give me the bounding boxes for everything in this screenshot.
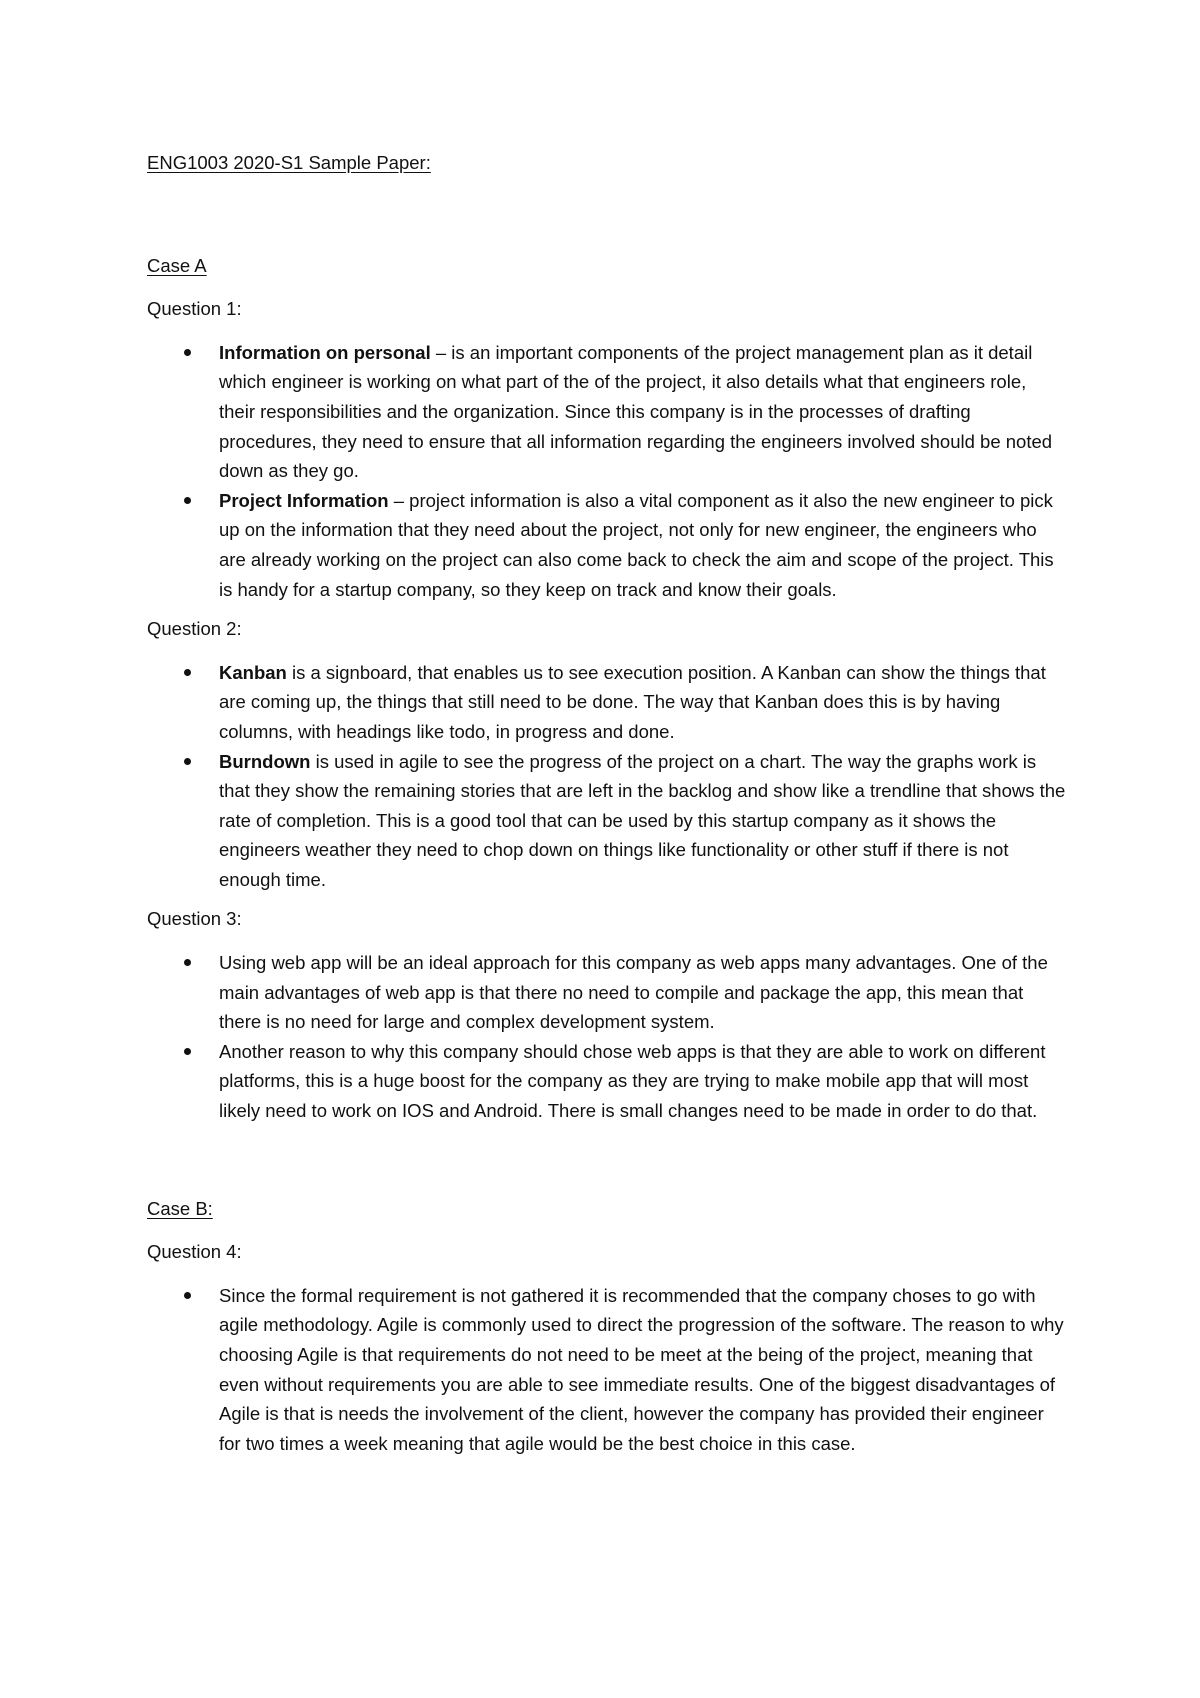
- list-item: [147, 486, 1067, 604]
- question-1-heading: Question 1:: [147, 298, 242, 320]
- item-text: Since the formal requirement is not gathered it is recommended that the company choses to go with agile methodology. Agile is commonly used to direct the progression of the software. The reason to why choosing Agile is that requirements do not need to be meet at the being of the project, meaning that even without requirements you are able to see immediate results. One of the biggest disadvantages of Agile is that is needs the involvement of the client, however the company has provided their engineer for two times a week meaning that agile would be the best choice in this case.: [219, 1284, 1064, 1454]
- question-4-heading: Question 4:: [147, 1241, 242, 1263]
- case-b-heading: Case B:: [147, 1197, 213, 1219]
- item-text: – project information is also a vital component as it also the new engineer to pick up on the information that they need about the project, not only for new engineer, the engineers who are already working on the project can also come back to check the aim and scope of the project. This is handy for a startup company, so they keep on track and know their goals.: [219, 489, 1054, 600]
- bold-term: Kanban: [219, 661, 287, 683]
- question-4-list: [147, 1281, 1067, 1459]
- bullet-icon: [184, 497, 191, 504]
- section-spacer: [147, 1136, 1067, 1194]
- list-item: [147, 658, 1067, 747]
- case-a-heading: Case A: [147, 254, 207, 276]
- item-text: is used in agile to see the progress of the project on a chart. The way the graphs work is that they show the remaining stories that are left in the backlog and show like a trendline that shows the rate of completion. This is a good tool that can be used by this startup company as it shows the engineers weather they need to chop down on things like functionality or other stuff if there is not enough time.: [219, 750, 1066, 890]
- list-item: [147, 1037, 1067, 1126]
- item-text: is a signboard, that enables us to see execution position. A Kanban can show the things that are coming up, the things that still need to be done. The way that Kanban does this is by having columns, with headings like todo, in progress and done.: [219, 661, 1046, 742]
- list-item: [147, 747, 1067, 895]
- item-text: Using web app will be an ideal approach for this company as web apps many advantages. One of the main advantages of web app is that there no need to compile and package the app, this mean that there is no need for large and complex development system.: [219, 952, 1048, 1033]
- question-1-list: [147, 338, 1067, 604]
- bullet-icon: [184, 1048, 191, 1055]
- question-3-list: [147, 948, 1067, 1126]
- bold-term: Information on personal: [219, 341, 431, 363]
- bold-term: Burndown: [219, 750, 311, 772]
- bold-term: Project Information: [219, 489, 389, 511]
- list-item: [147, 338, 1067, 486]
- bullet-icon: [184, 959, 191, 966]
- question-2-heading: Question 2:: [147, 618, 242, 640]
- question-2-list: [147, 658, 1067, 895]
- document-title: ENG1003 2020-S1 Sample Paper:: [147, 152, 431, 173]
- bullet-icon: [184, 1292, 191, 1299]
- question-3-heading: Question 3:: [147, 908, 242, 930]
- item-text: – is an important components of the project management plan as it detail which engineer is working on what part of the of the project, it also details what that engineers role, their responsibilities and the organization. Since this company is in the processes of drafting procedures, they need to ensure that all information regarding the engineers involved should be noted down as they go.: [219, 341, 1053, 482]
- bullet-icon: [184, 349, 191, 356]
- bullet-icon: [184, 758, 191, 765]
- document-body: [147, 148, 1067, 1468]
- list-item: [147, 1281, 1067, 1459]
- item-text: Another reason to why this company should chose web apps is that they are able to work on different platforms, this is a huge boost for the company as they are trying to make mobile app that will most likely need to work on IOS and Android. There is small changes need to be made in order to do that.: [219, 1040, 1046, 1122]
- list-item: [147, 948, 1067, 1037]
- bullet-icon: [184, 669, 191, 676]
